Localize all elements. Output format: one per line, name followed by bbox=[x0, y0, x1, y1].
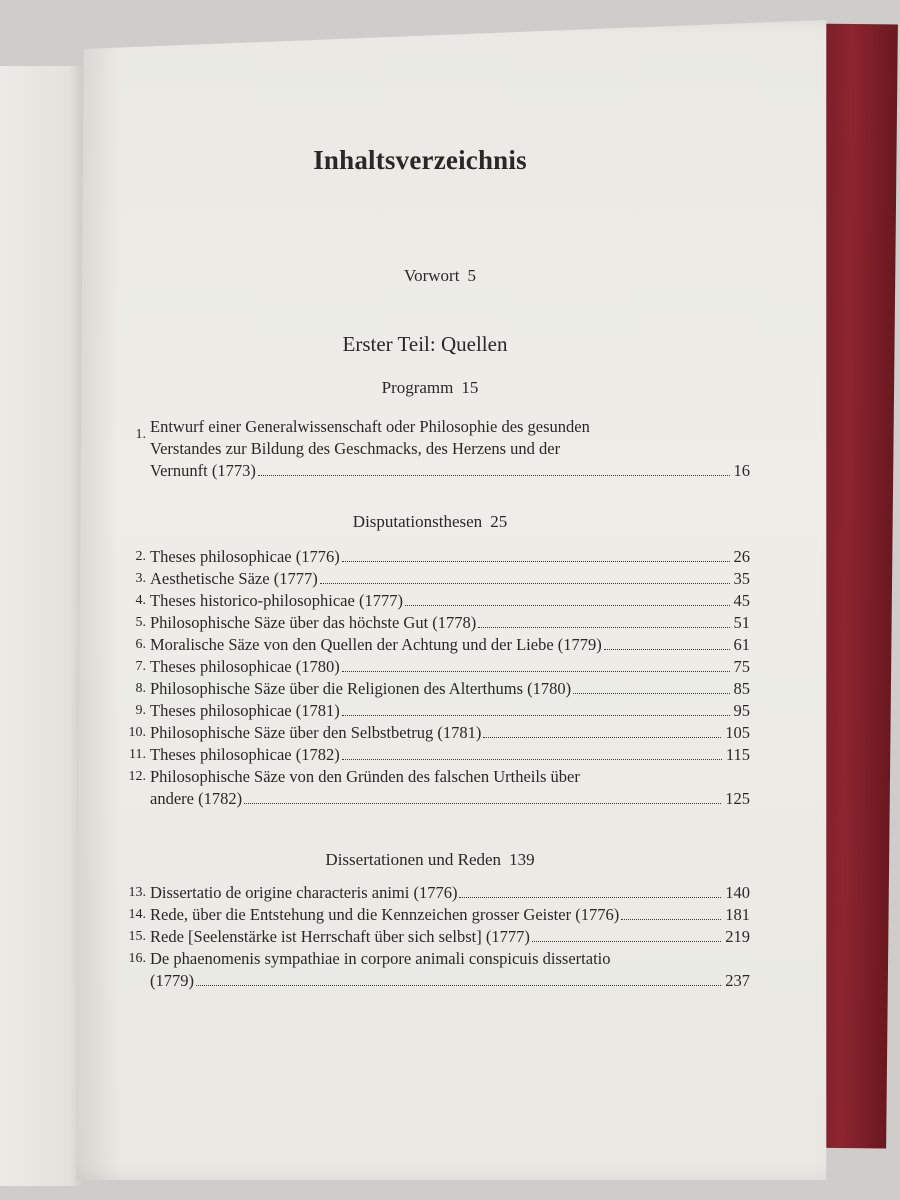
entry-page: 26 bbox=[733, 547, 750, 566]
entry-page: 237 bbox=[725, 971, 750, 990]
entry-number: 12. bbox=[128, 769, 146, 784]
section-heading-programm bbox=[0, 378, 860, 398]
entry-title: Dissertatio de origine characteris animi (1776) bbox=[150, 883, 458, 902]
dot-leader bbox=[342, 656, 730, 672]
entry-number: 7. bbox=[135, 659, 146, 674]
section-heading-page: 139 bbox=[509, 850, 535, 869]
dot-leader bbox=[604, 634, 730, 650]
section-heading-label: Dissertationen und Reden bbox=[325, 850, 502, 869]
entry-title-line: Vernunft (1773) bbox=[150, 461, 256, 480]
dot-leader bbox=[244, 788, 721, 804]
entry-number: 10. bbox=[128, 725, 146, 740]
toc-entry bbox=[120, 766, 750, 810]
entry-number: 1. bbox=[135, 427, 146, 442]
dot-leader bbox=[478, 612, 729, 628]
entry-title: Philosophische Säze über die Religionen des Alterthums (1780) bbox=[150, 679, 572, 698]
dot-leader bbox=[342, 744, 722, 760]
dot-leader bbox=[342, 546, 730, 562]
entry-number: 8. bbox=[135, 681, 146, 696]
toc-entry bbox=[120, 678, 750, 700]
entry-page: 105 bbox=[725, 723, 750, 742]
entry-title: Theses philosophicae (1781) bbox=[150, 701, 340, 720]
entry-number: 14. bbox=[128, 907, 146, 922]
facing-page-edge bbox=[0, 66, 86, 1186]
entry-page: 85 bbox=[733, 679, 750, 698]
entry-page: 16 bbox=[733, 461, 750, 480]
entry-title: Philosophische Säze über das höchste Gut (1778) bbox=[150, 613, 477, 632]
entry-title-line: andere (1782) bbox=[150, 789, 243, 808]
entry-number: 2. bbox=[135, 549, 146, 564]
section-heading-page: 15 bbox=[461, 378, 479, 397]
dot-leader bbox=[342, 700, 730, 716]
entry-title: Rede [Seelenstärke ist Herrschaft über sich selbst] (1777) bbox=[150, 927, 530, 946]
entry-number: 15. bbox=[128, 929, 146, 944]
toc-entry bbox=[120, 700, 750, 722]
entry-title: Rede, über die Entstehung und die Kennzeichen grosser Geister (1776) bbox=[150, 905, 620, 924]
entry-page: 45 bbox=[733, 591, 750, 610]
entry-title: Aesthetische Säze (1777) bbox=[150, 569, 318, 588]
entry-number: 13. bbox=[128, 885, 146, 900]
entry-title: Philosophische Säze über den Selbstbetrug (1781) bbox=[150, 723, 482, 742]
preface-page: 5 bbox=[467, 266, 476, 285]
entry-number: 5. bbox=[135, 615, 146, 630]
entry-title-line: Entwurf einer Generalwissenschaft oder Philosophie des gesunden bbox=[150, 417, 590, 436]
entry-page: 140 bbox=[725, 883, 750, 902]
entry-title-line: Philosophische Säze von den Gründen des falschen Urtheils über bbox=[150, 767, 580, 786]
entry-title: Moralische Säze von den Quellen der Achtung und der Liebe (1779) bbox=[150, 635, 602, 654]
toc-entry bbox=[120, 656, 750, 678]
toc-entry bbox=[120, 612, 750, 634]
dot-leader bbox=[196, 970, 721, 986]
toc-list-programm bbox=[120, 416, 750, 482]
entry-title-line: Verstandes zur Bildung des Geschmacks, des Herzens und der bbox=[150, 439, 561, 458]
entry-number: 16. bbox=[128, 951, 146, 966]
section-heading-label: Programm bbox=[381, 378, 454, 397]
entry-title: Theses philosophicae (1776) bbox=[150, 547, 340, 566]
entry-title-line: (1779) bbox=[150, 971, 194, 990]
entry-page: 75 bbox=[733, 657, 750, 676]
entry-number: 6. bbox=[135, 637, 146, 652]
toc-entry bbox=[120, 744, 750, 766]
preface-line bbox=[0, 266, 880, 286]
entry-page: 35 bbox=[733, 569, 750, 588]
toc-entry bbox=[120, 722, 750, 744]
toc-list-dissertationen bbox=[120, 882, 750, 992]
toc-entry bbox=[120, 904, 750, 926]
entry-number: 3. bbox=[135, 571, 146, 586]
entry-page: 51 bbox=[733, 613, 750, 632]
toc-entry bbox=[120, 546, 750, 568]
toc-list-disputationsthesen bbox=[120, 546, 750, 810]
entry-number: 9. bbox=[135, 703, 146, 718]
dot-leader bbox=[573, 678, 729, 694]
entry-number: 11. bbox=[129, 747, 146, 762]
entry-page: 219 bbox=[725, 927, 750, 946]
toc-entry bbox=[120, 568, 750, 590]
dot-leader bbox=[258, 460, 730, 476]
toc-entry bbox=[120, 948, 750, 992]
dot-leader bbox=[459, 882, 721, 898]
entry-title-line: De phaenomenis sympathiae in corpore animali conspicuis dissertatio bbox=[150, 949, 611, 968]
preface-label: Vorwort bbox=[404, 266, 460, 285]
dot-leader bbox=[621, 904, 721, 920]
dot-leader bbox=[405, 590, 730, 606]
entry-title: Theses philosophicae (1780) bbox=[150, 657, 340, 676]
dot-leader bbox=[532, 926, 721, 942]
entry-page: 95 bbox=[733, 701, 750, 720]
dot-leader bbox=[320, 568, 730, 584]
entry-page: 115 bbox=[725, 745, 750, 764]
entry-title: Theses historico-philosophicae (1777) bbox=[150, 591, 403, 610]
entry-number: 4. bbox=[135, 593, 146, 608]
dot-leader bbox=[483, 722, 721, 738]
entry-page: 181 bbox=[725, 905, 750, 924]
toc-entry bbox=[120, 634, 750, 656]
page-title: Inhaltsverzeichnis bbox=[313, 145, 527, 175]
toc-entry bbox=[120, 590, 750, 612]
section-heading-dissertationen bbox=[0, 850, 860, 870]
toc-entry bbox=[120, 926, 750, 948]
entry-title: Theses philosophicae (1782) bbox=[150, 745, 340, 764]
section-heading-disputationsthesen bbox=[0, 512, 860, 532]
section-heading-label: Disputationsthesen bbox=[352, 512, 483, 531]
toc-entry bbox=[120, 416, 750, 482]
part-heading: Erster Teil: Quellen bbox=[342, 332, 508, 356]
entry-page: 61 bbox=[733, 635, 750, 654]
entry-page: 125 bbox=[725, 789, 750, 808]
toc-entry bbox=[120, 882, 750, 904]
section-heading-page: 25 bbox=[490, 512, 508, 531]
